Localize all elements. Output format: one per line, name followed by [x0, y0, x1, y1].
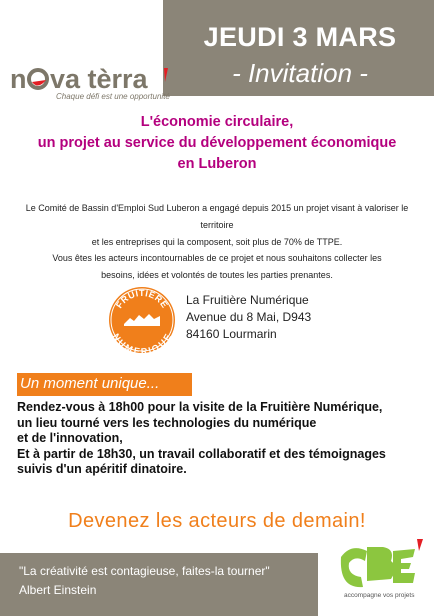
intro-line: besoins, idées et volontés de toutes les parties prenantes.: [101, 270, 333, 281]
venue-street: Avenue du 8 Mai, D943: [186, 310, 312, 324]
program-text: [17, 400, 427, 478]
badge-top-text: FRUITIERE: [113, 287, 171, 310]
event-date: JEUDI 3 MARS: [203, 22, 397, 52]
headline-line: L'économie circulaire,: [140, 114, 294, 130]
intro-paragraph: [10, 200, 424, 284]
call-to-action: Devenez les acteurs de demain!: [68, 510, 366, 532]
badge-bottom-text: NUMERIQUE: [110, 331, 174, 354]
program-line: suivis d'un apéritif dinatoire.: [17, 462, 187, 477]
program-line: un lieu tourné vers les technologies du numérique: [17, 415, 317, 430]
intro-line: et les entreprises qui la composent, soit plus de 70% de TTPE.: [91, 236, 343, 247]
fruitiere-numerique-badge: [108, 286, 176, 354]
headline-line: en Luberon: [177, 156, 257, 172]
venue-city: 84160 Lourmarin: [186, 327, 277, 341]
moment-label: Un moment unique...: [20, 375, 160, 392]
program-line: Et à partir de 18h30, un travail collaboratif et des témoignages: [17, 446, 386, 461]
quote-author: Albert Einstein: [19, 583, 97, 597]
quote-text: "La créativité est contagieuse, faites-la tourner": [19, 564, 270, 578]
svg-text:va tèrra: va tèrra: [50, 64, 148, 94]
logo-tagline: Chaque défi est une opportunité: [56, 92, 170, 101]
headline: [0, 112, 434, 175]
program-line: Rendez-vous à 18h00 pour la visite de la Fruitière Numérique,: [17, 400, 383, 414]
invitation-title: - Invitation -: [232, 58, 368, 88]
intro-line: Le Comité de Bassin d'Emploi Sud Luberon a engagé depuis 2015 un projet visant à valoriser le territoire: [25, 203, 409, 230]
cbe-tagline: accompagne vos projets: [344, 592, 415, 599]
venue-name: La Fruitière Numérique: [186, 293, 309, 307]
nova-terra-logo: [8, 64, 173, 104]
program-line: et de l'innovation,: [17, 431, 123, 446]
venue-address: [186, 292, 311, 343]
intro-line: Vous êtes les acteurs incontournables de ce projet et nous souhaitons collecter les: [52, 253, 382, 264]
svg-text:n: n: [10, 64, 27, 94]
headline-line: un projet au service du développement économique: [37, 135, 397, 151]
